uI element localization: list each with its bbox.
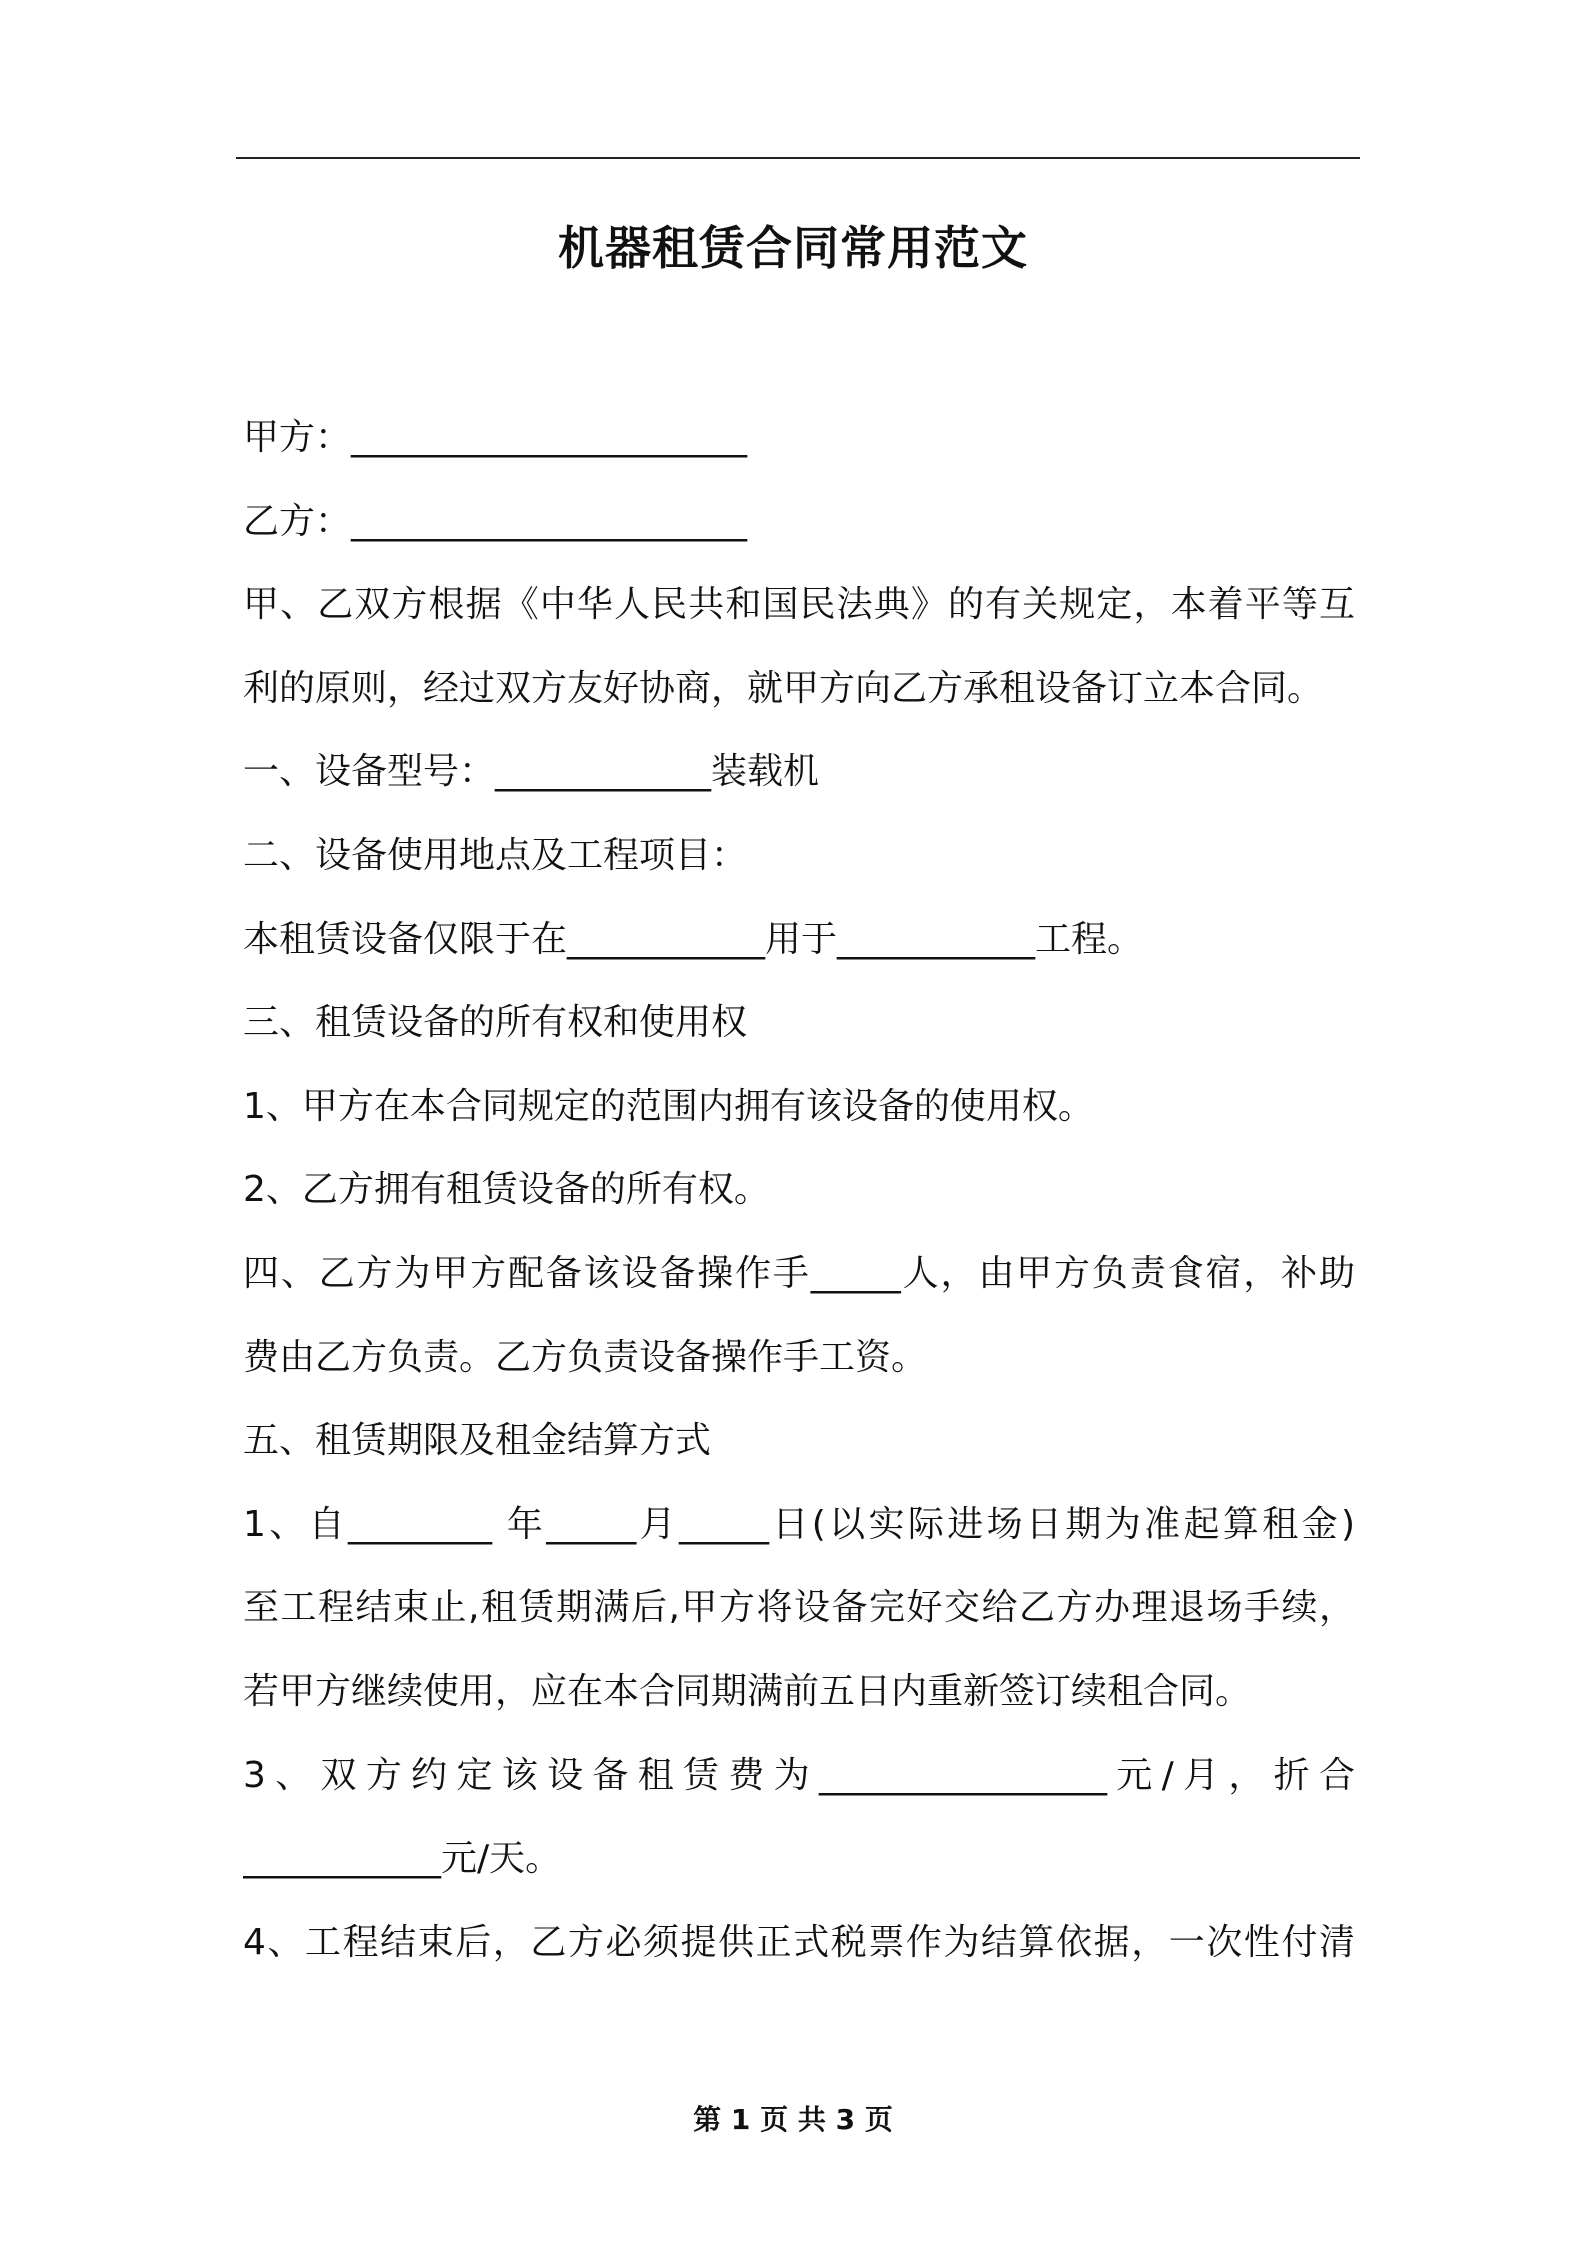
page-number: 第 1 页 共 3 页: [693, 2103, 893, 2136]
header-rule: [236, 157, 1360, 159]
section-3-clause-2: 2、乙方拥有租赁设备的所有权。: [243, 1169, 770, 1211]
contract-body: [243, 411, 1355, 1999]
section-5-heading: 五、租赁期限及租金结算方式: [243, 1420, 712, 1462]
section-5-clause-1-line-2: 至工程结束止,租赁期满后,甲方将设备完好交给乙方办理退场手续，: [243, 1587, 1355, 1629]
section-1-equipment-model: 一、设备型号：____________装载机: [243, 751, 820, 793]
section-5-clause-4-line-1: 4、工程结束后，乙方必须提供正式税票作为结算依据，一次性付清: [243, 1921, 1355, 1963]
preamble-line-1: 甲、乙双方根据《中华人民共和国民法典》的有关规定，本着平等互: [243, 584, 1355, 626]
section-3-clause-1: 1、甲方在本合同规定的范围内拥有该设备的使用权。: [243, 1085, 1094, 1127]
section-4-line-1: 四、乙方为甲方配备该设备操作手_____人，由甲方负责食宿，补助: [243, 1252, 1355, 1294]
section-2-location: 本租赁设备仅限于在___________用于___________工程。: [243, 918, 1144, 960]
preamble-line-2: 利的原则，经过双方友好协商，就甲方向乙方承租设备订立本合同。: [243, 667, 1324, 709]
section-4-line-2: 费由乙方负责。乙方负责设备操作手工资。: [243, 1336, 928, 1378]
section-5-clause-1-line-3: 若甲方继续使用，应在本合同期满前五日内重新签订续租合同。: [243, 1670, 1252, 1712]
party-b-line: 乙方：______________________: [243, 500, 748, 542]
section-2-heading: 二、设备使用地点及工程项目：: [243, 834, 748, 876]
document-title: 机器租赁合同常用范文: [558, 221, 1028, 275]
section-5-clause-3-line-1: 3、双方约定该设备租赁费为________________元/月，折合: [243, 1754, 1355, 1796]
section-5-clause-1-line-1: 1、自________ 年_____月_____日(以实际进场日期为准起算租金): [243, 1503, 1355, 1545]
party-a-line: 甲方：______________________: [243, 417, 748, 458]
section-5-clause-3-line-2: ___________元/天。: [243, 1838, 562, 1880]
section-3-heading: 三、租赁设备的所有权和使用权: [243, 1002, 748, 1044]
